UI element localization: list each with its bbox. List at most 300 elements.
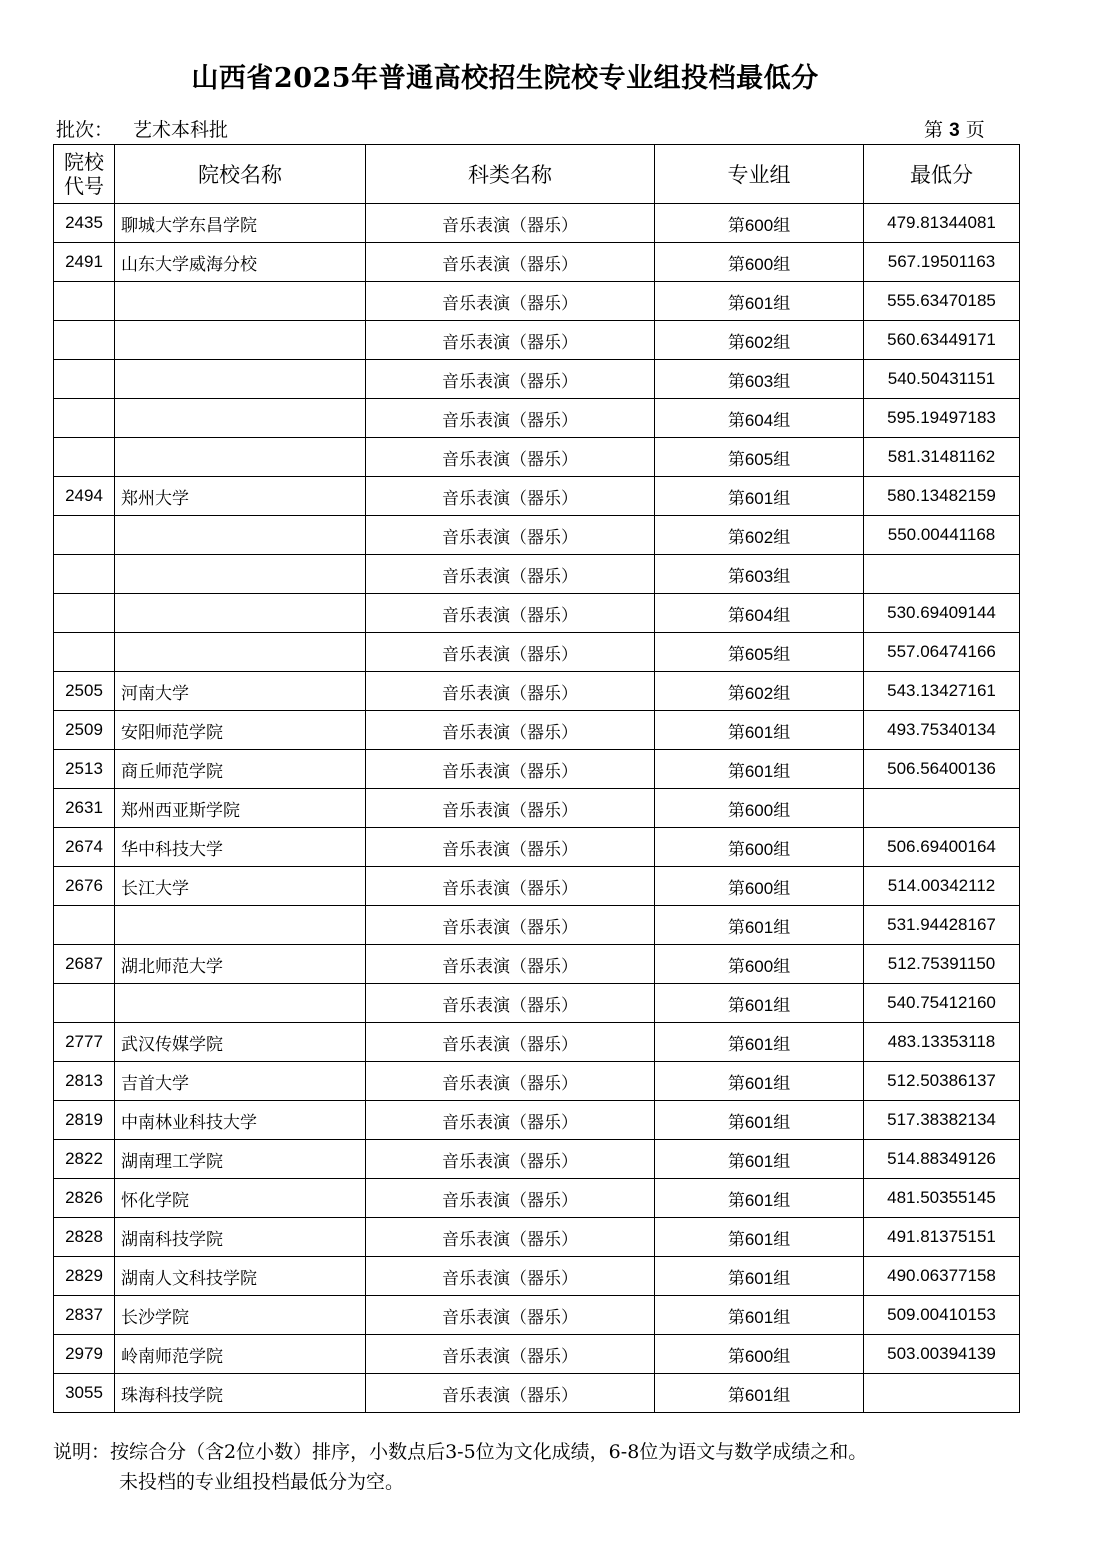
school-code: 2676 xyxy=(54,867,115,906)
school-name: 河南大学 xyxy=(115,672,366,711)
school-code: 2777 xyxy=(54,1023,115,1062)
header-code-line1: 院校 xyxy=(64,150,104,174)
major-group xyxy=(655,204,864,243)
major-group xyxy=(655,438,864,477)
min-score: 491.81375151 xyxy=(864,1218,1020,1257)
group-suffix: 组 xyxy=(773,722,791,743)
group-number: 600 xyxy=(744,215,774,235)
group-number: 601 xyxy=(744,1268,774,1288)
school-code: 2494 xyxy=(54,477,115,516)
school-code: 2819 xyxy=(54,1101,115,1140)
group-number: 603 xyxy=(744,371,774,391)
major-group xyxy=(655,789,864,828)
group-number: 604 xyxy=(744,410,774,430)
group-number: 602 xyxy=(744,527,774,547)
group-suffix: 组 xyxy=(773,1073,791,1094)
school-code: 2828 xyxy=(54,1218,115,1257)
category-name: 音乐表演（器乐） xyxy=(366,555,655,594)
group-suffix: 组 xyxy=(773,566,791,587)
min-score: 481.50355145 xyxy=(864,1179,1020,1218)
min-score: 483.13353118 xyxy=(864,1023,1020,1062)
school-name xyxy=(115,282,366,321)
table-row xyxy=(54,282,1020,321)
group-suffix: 组 xyxy=(773,1385,791,1406)
batch-value: 艺术本科批 xyxy=(133,119,229,141)
group-suffix: 组 xyxy=(773,956,791,977)
table-row xyxy=(54,1023,1020,1062)
table-row xyxy=(54,516,1020,555)
header-category: 科类名称 xyxy=(366,145,655,204)
header-name: 院校名称 xyxy=(115,145,366,204)
group-number: 600 xyxy=(744,839,774,859)
school-code xyxy=(54,984,115,1023)
school-name: 长沙学院 xyxy=(115,1296,366,1335)
school-code xyxy=(54,516,115,555)
min-score: 517.38382134 xyxy=(864,1101,1020,1140)
table-body xyxy=(54,204,1020,1413)
group-prefix: 第 xyxy=(727,1112,745,1133)
header-code-line2: 代号 xyxy=(64,174,104,198)
group-prefix: 第 xyxy=(727,917,745,938)
group-number: 600 xyxy=(744,956,774,976)
category-name: 音乐表演（器乐） xyxy=(366,1062,655,1101)
group-number: 601 xyxy=(744,293,774,313)
major-group xyxy=(655,828,864,867)
group-prefix: 第 xyxy=(727,1307,745,1328)
school-name xyxy=(115,360,366,399)
group-suffix: 组 xyxy=(773,410,791,431)
school-code: 2513 xyxy=(54,750,115,789)
group-prefix: 第 xyxy=(727,956,745,977)
group-number: 603 xyxy=(744,566,774,586)
table-row xyxy=(54,360,1020,399)
school-code: 2674 xyxy=(54,828,115,867)
school-name: 郑州西亚斯学院 xyxy=(115,789,366,828)
school-name xyxy=(115,594,366,633)
category-name: 音乐表演（器乐） xyxy=(366,243,655,282)
group-prefix: 第 xyxy=(727,566,745,587)
group-number: 601 xyxy=(744,1034,774,1054)
major-group xyxy=(655,1101,864,1140)
school-name: 华中科技大学 xyxy=(115,828,366,867)
header-code xyxy=(54,145,115,204)
group-number: 601 xyxy=(744,1385,774,1405)
min-score xyxy=(864,789,1020,828)
major-group xyxy=(655,633,864,672)
school-name xyxy=(115,516,366,555)
min-score: 555.63470185 xyxy=(864,282,1020,321)
group-suffix: 组 xyxy=(773,1151,791,1172)
school-name: 珠海科技学院 xyxy=(115,1374,366,1413)
group-prefix: 第 xyxy=(727,332,745,353)
group-number: 602 xyxy=(744,683,774,703)
min-score xyxy=(864,555,1020,594)
page-num: 3 xyxy=(949,120,960,141)
category-name: 音乐表演（器乐） xyxy=(366,1257,655,1296)
group-prefix: 第 xyxy=(727,1268,745,1289)
group-number: 601 xyxy=(744,722,774,742)
school-code: 2837 xyxy=(54,1296,115,1335)
table-row xyxy=(54,1296,1020,1335)
category-name: 音乐表演（器乐） xyxy=(366,1374,655,1413)
major-group xyxy=(655,1374,864,1413)
category-name: 音乐表演（器乐） xyxy=(366,594,655,633)
table-row xyxy=(54,1374,1020,1413)
table-row xyxy=(54,984,1020,1023)
group-suffix: 组 xyxy=(773,878,791,899)
min-score: 512.75391150 xyxy=(864,945,1020,984)
major-group xyxy=(655,1257,864,1296)
category-name: 音乐表演（器乐） xyxy=(366,438,655,477)
min-score: 540.75412160 xyxy=(864,984,1020,1023)
group-prefix: 第 xyxy=(727,995,745,1016)
group-prefix: 第 xyxy=(727,371,745,392)
table-row xyxy=(54,243,1020,282)
category-name: 音乐表演（器乐） xyxy=(366,906,655,945)
page-title: 山西省2025年普通高校招生院校专业组投档最低分 xyxy=(191,63,819,94)
group-prefix: 第 xyxy=(727,1346,745,1367)
major-group xyxy=(655,1218,864,1257)
category-name: 音乐表演（器乐） xyxy=(366,1101,655,1140)
batch-info xyxy=(56,115,228,142)
table-row xyxy=(54,1101,1020,1140)
school-name: 安阳师范学院 xyxy=(115,711,366,750)
min-score: 514.88349126 xyxy=(864,1140,1020,1179)
group-prefix: 第 xyxy=(727,839,745,860)
group-prefix: 第 xyxy=(727,878,745,899)
school-name: 聊城大学东昌学院 xyxy=(115,204,366,243)
group-prefix: 第 xyxy=(727,1151,745,1172)
major-group xyxy=(655,1179,864,1218)
school-name xyxy=(115,906,366,945)
admission-score-table xyxy=(53,144,1020,1413)
school-code: 2979 xyxy=(54,1335,115,1374)
school-name: 岭南师范学院 xyxy=(115,1335,366,1374)
group-number: 600 xyxy=(744,1346,774,1366)
school-code: 2687 xyxy=(54,945,115,984)
group-prefix: 第 xyxy=(727,410,745,431)
school-code xyxy=(54,438,115,477)
table-row xyxy=(54,477,1020,516)
major-group xyxy=(655,945,864,984)
category-name: 音乐表演（器乐） xyxy=(366,1140,655,1179)
major-group xyxy=(655,984,864,1023)
group-number: 601 xyxy=(744,488,774,508)
page-number xyxy=(924,115,985,142)
min-score: 530.69409144 xyxy=(864,594,1020,633)
category-name: 音乐表演（器乐） xyxy=(366,360,655,399)
min-score: 595.19497183 xyxy=(864,399,1020,438)
group-number: 601 xyxy=(744,1190,774,1210)
min-score: 512.50386137 xyxy=(864,1062,1020,1101)
school-code: 2491 xyxy=(54,243,115,282)
school-name xyxy=(115,438,366,477)
footnote-line1: 说明：按综合分（含2位小数）排序，小数点后3-5位为文化成绩，6-8位为语文与数学成绩之和。 xyxy=(53,1441,868,1463)
category-name: 音乐表演（器乐） xyxy=(366,711,655,750)
group-prefix: 第 xyxy=(727,254,745,275)
table-row xyxy=(54,633,1020,672)
table-row xyxy=(54,321,1020,360)
school-name: 湖北师范大学 xyxy=(115,945,366,984)
school-code xyxy=(54,555,115,594)
major-group xyxy=(655,672,864,711)
category-name: 音乐表演（器乐） xyxy=(366,1179,655,1218)
group-number: 601 xyxy=(744,1151,774,1171)
category-name: 音乐表演（器乐） xyxy=(366,789,655,828)
group-number: 605 xyxy=(744,644,774,664)
min-score: 509.00410153 xyxy=(864,1296,1020,1335)
group-prefix: 第 xyxy=(727,527,745,548)
header-group: 专业组 xyxy=(655,145,864,204)
group-suffix: 组 xyxy=(773,683,791,704)
min-score: 503.00394139 xyxy=(864,1335,1020,1374)
group-suffix: 组 xyxy=(773,527,791,548)
group-suffix: 组 xyxy=(773,761,791,782)
group-suffix: 组 xyxy=(773,605,791,626)
min-score: 543.13427161 xyxy=(864,672,1020,711)
category-name: 音乐表演（器乐） xyxy=(366,867,655,906)
group-number: 601 xyxy=(744,1073,774,1093)
school-code: 2509 xyxy=(54,711,115,750)
group-suffix: 组 xyxy=(773,1034,791,1055)
major-group xyxy=(655,360,864,399)
min-score: 490.06377158 xyxy=(864,1257,1020,1296)
group-number: 601 xyxy=(744,1112,774,1132)
major-group xyxy=(655,594,864,633)
group-suffix: 组 xyxy=(773,1346,791,1367)
category-name: 音乐表演（器乐） xyxy=(366,282,655,321)
group-suffix: 组 xyxy=(773,995,791,1016)
min-score: 540.50431151 xyxy=(864,360,1020,399)
table-row xyxy=(54,867,1020,906)
major-group xyxy=(655,1140,864,1179)
major-group xyxy=(655,516,864,555)
major-group xyxy=(655,711,864,750)
category-name: 音乐表演（器乐） xyxy=(366,672,655,711)
group-number: 601 xyxy=(744,1307,774,1327)
school-name xyxy=(115,555,366,594)
school-code xyxy=(54,633,115,672)
category-name: 音乐表演（器乐） xyxy=(366,1335,655,1374)
group-suffix: 组 xyxy=(773,800,791,821)
group-suffix: 组 xyxy=(773,1190,791,1211)
school-code xyxy=(54,399,115,438)
group-number: 602 xyxy=(744,332,774,352)
major-group xyxy=(655,906,864,945)
major-group xyxy=(655,243,864,282)
category-name: 音乐表演（器乐） xyxy=(366,516,655,555)
group-prefix: 第 xyxy=(727,800,745,821)
group-suffix: 组 xyxy=(773,1229,791,1250)
table-row xyxy=(54,1140,1020,1179)
table-row xyxy=(54,204,1020,243)
school-name xyxy=(115,633,366,672)
school-name: 武汉传媒学院 xyxy=(115,1023,366,1062)
header-score: 最低分 xyxy=(864,145,1020,204)
table-row xyxy=(54,399,1020,438)
school-name xyxy=(115,984,366,1023)
group-number: 601 xyxy=(744,761,774,781)
group-prefix: 第 xyxy=(727,683,745,704)
min-score: 550.00441168 xyxy=(864,516,1020,555)
group-prefix: 第 xyxy=(727,644,745,665)
min-score: 560.63449171 xyxy=(864,321,1020,360)
table-row xyxy=(54,906,1020,945)
group-prefix: 第 xyxy=(727,1190,745,1211)
table-row xyxy=(54,1062,1020,1101)
major-group xyxy=(655,555,864,594)
group-prefix: 第 xyxy=(727,605,745,626)
school-code xyxy=(54,906,115,945)
group-number: 600 xyxy=(744,254,774,274)
category-name: 音乐表演（器乐） xyxy=(366,945,655,984)
group-suffix: 组 xyxy=(773,1268,791,1289)
school-code: 2505 xyxy=(54,672,115,711)
table-row xyxy=(54,1218,1020,1257)
group-prefix: 第 xyxy=(727,761,745,782)
school-name: 商丘师范学院 xyxy=(115,750,366,789)
group-suffix: 组 xyxy=(773,215,791,236)
group-number: 604 xyxy=(744,605,774,625)
min-score: 506.69400164 xyxy=(864,828,1020,867)
major-group xyxy=(655,282,864,321)
category-name: 音乐表演（器乐） xyxy=(366,321,655,360)
group-suffix: 组 xyxy=(773,488,791,509)
table-header-row xyxy=(54,145,1020,204)
school-code: 2631 xyxy=(54,789,115,828)
table-row xyxy=(54,438,1020,477)
major-group xyxy=(655,321,864,360)
school-name: 吉首大学 xyxy=(115,1062,366,1101)
category-name: 音乐表演（器乐） xyxy=(366,984,655,1023)
group-prefix: 第 xyxy=(727,722,745,743)
school-name: 郑州大学 xyxy=(115,477,366,516)
school-code: 2822 xyxy=(54,1140,115,1179)
category-name: 音乐表演（器乐） xyxy=(366,1023,655,1062)
group-prefix: 第 xyxy=(727,1073,745,1094)
category-name: 音乐表演（器乐） xyxy=(366,750,655,789)
school-code: 2813 xyxy=(54,1062,115,1101)
group-suffix: 组 xyxy=(773,293,791,314)
school-name: 湖南人文科技学院 xyxy=(115,1257,366,1296)
school-code: 3055 xyxy=(54,1374,115,1413)
school-name: 长江大学 xyxy=(115,867,366,906)
category-name: 音乐表演（器乐） xyxy=(366,1218,655,1257)
table-row xyxy=(54,672,1020,711)
table-row xyxy=(54,789,1020,828)
group-number: 600 xyxy=(744,800,774,820)
school-name: 湖南科技学院 xyxy=(115,1218,366,1257)
school-code: 2826 xyxy=(54,1179,115,1218)
group-prefix: 第 xyxy=(727,293,745,314)
school-code xyxy=(54,594,115,633)
footnote xyxy=(53,1437,867,1497)
school-name xyxy=(115,321,366,360)
table-row xyxy=(54,555,1020,594)
min-score: 557.06474166 xyxy=(864,633,1020,672)
school-code xyxy=(54,282,115,321)
page-prefix: 第 xyxy=(924,119,944,141)
table-row xyxy=(54,828,1020,867)
min-score: 506.56400136 xyxy=(864,750,1020,789)
min-score: 580.13482159 xyxy=(864,477,1020,516)
group-prefix: 第 xyxy=(727,215,745,236)
major-group xyxy=(655,750,864,789)
table-row xyxy=(54,1179,1020,1218)
school-name: 湖南理工学院 xyxy=(115,1140,366,1179)
group-suffix: 组 xyxy=(773,839,791,860)
min-score: 531.94428167 xyxy=(864,906,1020,945)
group-number: 601 xyxy=(744,995,774,1015)
group-suffix: 组 xyxy=(773,644,791,665)
group-prefix: 第 xyxy=(727,488,745,509)
group-suffix: 组 xyxy=(773,917,791,938)
major-group xyxy=(655,1335,864,1374)
category-name: 音乐表演（器乐） xyxy=(366,828,655,867)
table-row xyxy=(54,945,1020,984)
category-name: 音乐表演（器乐） xyxy=(366,633,655,672)
table-row xyxy=(54,711,1020,750)
page-suffix: 页 xyxy=(965,119,985,141)
category-name: 音乐表演（器乐） xyxy=(366,399,655,438)
category-name: 音乐表演（器乐） xyxy=(366,204,655,243)
major-group xyxy=(655,867,864,906)
major-group xyxy=(655,477,864,516)
major-group xyxy=(655,399,864,438)
min-score: 493.75340134 xyxy=(864,711,1020,750)
school-code xyxy=(54,321,115,360)
school-code: 2829 xyxy=(54,1257,115,1296)
group-suffix: 组 xyxy=(773,449,791,470)
school-name: 怀化学院 xyxy=(115,1179,366,1218)
min-score: 567.19501163 xyxy=(864,243,1020,282)
school-code: 2435 xyxy=(54,204,115,243)
group-number: 605 xyxy=(744,449,774,469)
group-suffix: 组 xyxy=(773,1307,791,1328)
school-name xyxy=(115,399,366,438)
footnote-line2: 未投档的专业组投档最低分为空。 xyxy=(119,1471,405,1493)
min-score: 479.81344081 xyxy=(864,204,1020,243)
table-row xyxy=(54,1257,1020,1296)
group-suffix: 组 xyxy=(773,254,791,275)
major-group xyxy=(655,1023,864,1062)
major-group xyxy=(655,1296,864,1335)
group-prefix: 第 xyxy=(727,449,745,470)
group-suffix: 组 xyxy=(773,1112,791,1133)
school-code xyxy=(54,360,115,399)
batch-label: 批次： xyxy=(56,119,114,141)
group-suffix: 组 xyxy=(773,332,791,353)
group-suffix: 组 xyxy=(773,371,791,392)
school-name: 中南林业科技大学 xyxy=(115,1101,366,1140)
group-prefix: 第 xyxy=(727,1034,745,1055)
table-row xyxy=(54,750,1020,789)
min-score: 514.00342112 xyxy=(864,867,1020,906)
group-number: 601 xyxy=(744,917,774,937)
group-prefix: 第 xyxy=(727,1229,745,1250)
major-group xyxy=(655,1062,864,1101)
table-row xyxy=(54,594,1020,633)
group-prefix: 第 xyxy=(727,1385,745,1406)
min-score xyxy=(864,1374,1020,1413)
category-name: 音乐表演（器乐） xyxy=(366,1296,655,1335)
category-name: 音乐表演（器乐） xyxy=(366,477,655,516)
table-row xyxy=(54,1335,1020,1374)
school-name: 山东大学威海分校 xyxy=(115,243,366,282)
group-number: 601 xyxy=(744,1229,774,1249)
min-score: 581.31481162 xyxy=(864,438,1020,477)
group-number: 600 xyxy=(744,878,774,898)
